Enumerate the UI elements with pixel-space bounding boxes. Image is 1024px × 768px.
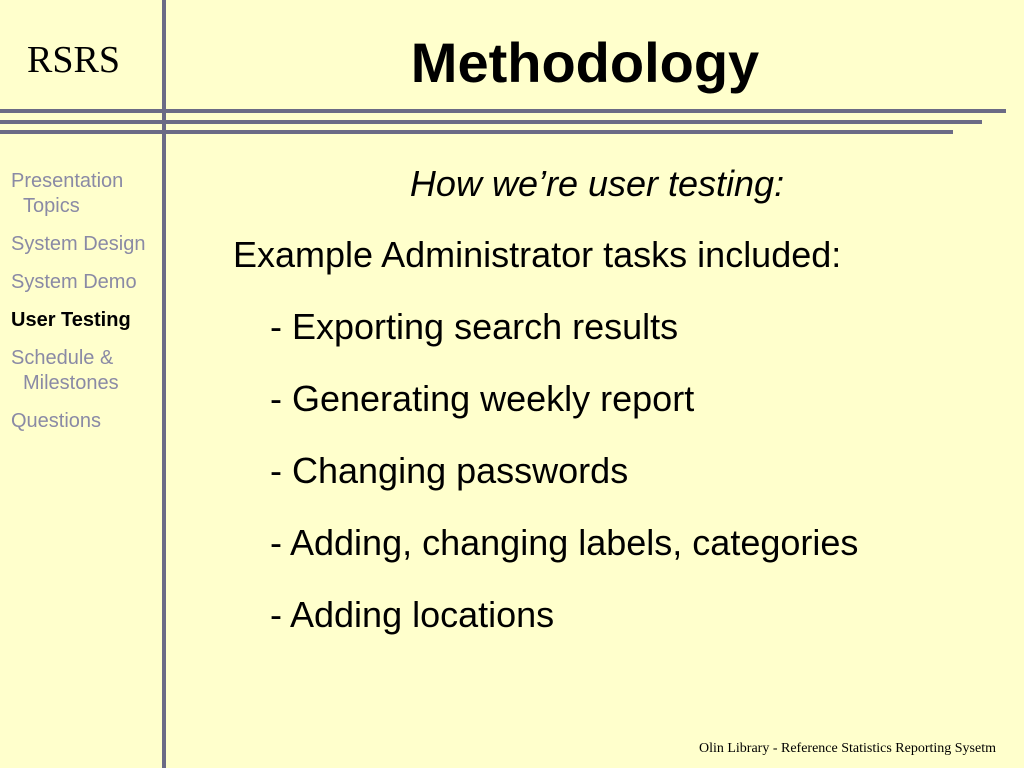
sidebar-item-system-design[interactable]: System Design [11,233,146,255]
list-item: - Generating weekly report [270,378,695,419]
sidebar-item-system-demo[interactable]: System Demo [11,271,137,293]
vertical-divider [162,0,166,768]
sidebar-nav [11,169,159,447]
sidebar-item-schedule-milestones[interactable]: Schedule & Milestones [11,347,119,394]
task-list [270,305,858,665]
list-item: - Exporting search results [270,306,679,347]
sidebar-item-user-testing[interactable]: User Testing [11,309,131,331]
header-rule-2 [0,120,982,124]
header-rule-1 [0,109,1006,113]
list-item: - Adding, changing labels, categories [270,522,859,563]
sidebar-item-presentation-topics[interactable]: Presentation Topics [11,170,124,217]
header-rule-3 [0,130,953,134]
sidebar-item-questions[interactable]: Questions [11,410,102,432]
content-subtitle: How we’re user testing: [409,163,785,204]
slide-title: Methodology [410,31,760,94]
footer-text: Olin Library - Reference Statistics Reporting Sysetm [698,741,996,756]
content-intro: Example Administrator tasks included: [233,234,842,275]
list-item: - Changing passwords [270,450,629,491]
logo-text: RSRS [27,39,120,81]
list-item: - Adding locations [270,594,555,635]
